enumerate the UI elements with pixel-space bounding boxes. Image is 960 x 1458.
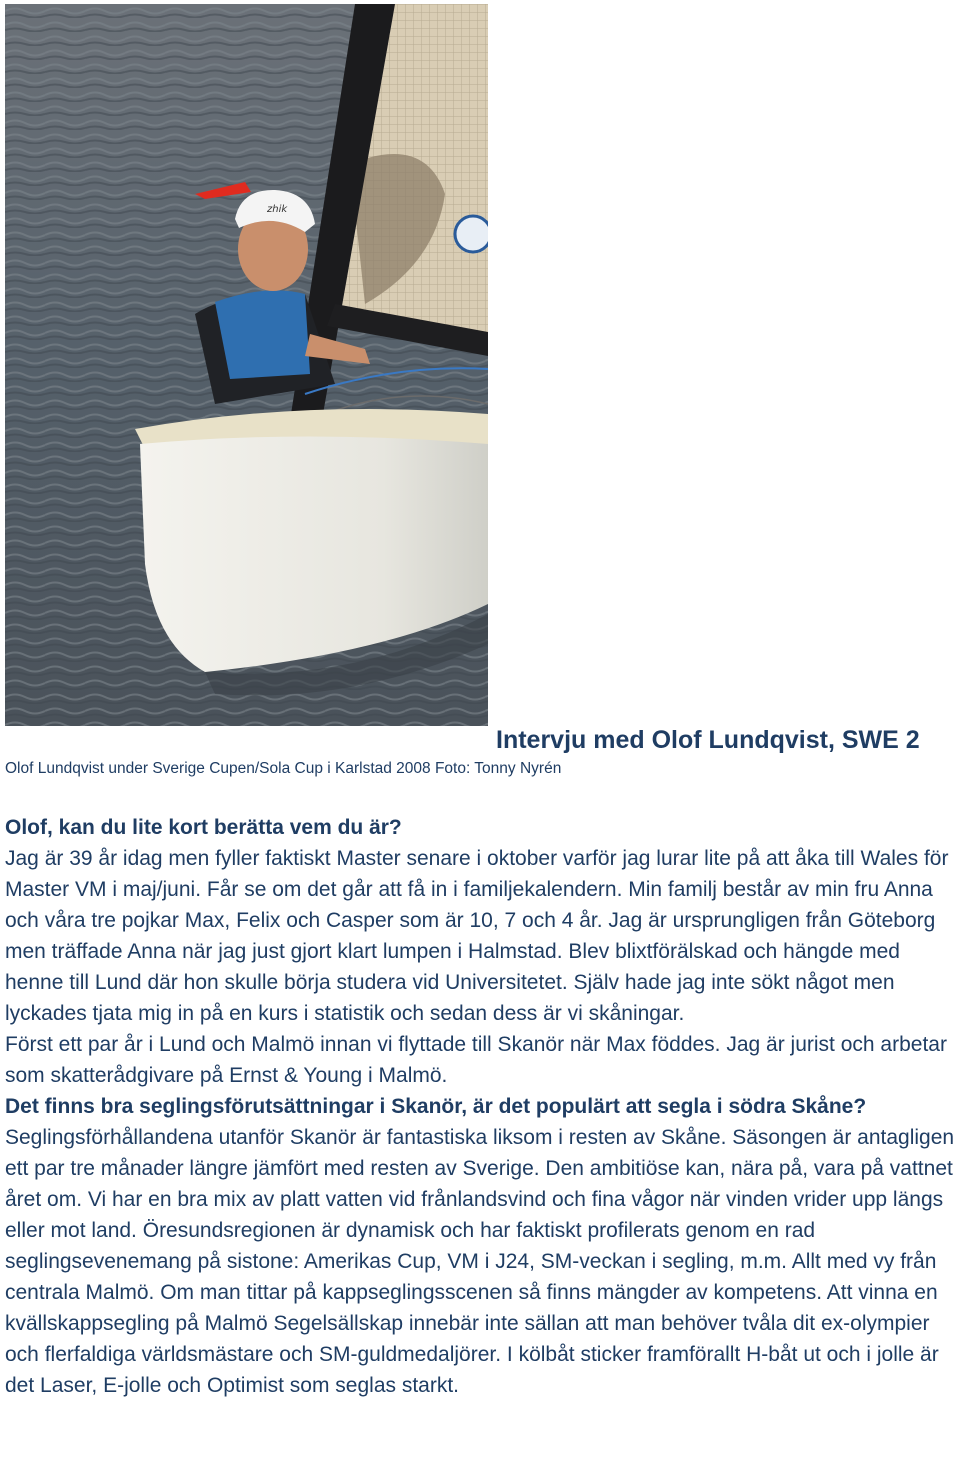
answer-2: Seglingsförhållandena utanför Skanör är fantastiska liksom i resten av Skåne. Säsongen är antagligen ett par tre månader längre jämfört med resten av Sverige. Den ambitiöse kan, nära på, vara på vattnet året om. Vi har en bra mix av platt vatten vid frånlandsvind och fina vågor när vinden vrider upp längs eller mot land. Öresundsregionen är dynamisk och har faktiskt profilerats genom en rad seglingsevenemang på sistone: Amerikas Cup, VM i J24, SM-veckan i segling, m.m. Allt med vy från centrala Malmö. Om man tittar på kappseglingsscenen så finns mängder av kompetens. Att vinna en kvällskappsegling på Malmö Segelsällskap innebär inte sällan att man behöver tvåla dit ex-olympier och flerfaldiga världsmästare och SM-guldmedaljörer. I kölbåt sticker framförallt H-båt ut och i jolle är det Laser, E-jolle och Optimist som seglas starkt. [5,1126,955,1397]
answer-1-continued: Först ett par år i Lund och Malmö innan vi flyttade till Skanör när Max föddes. Jag är jurist och arbetar som skatterådgivare på Ernst & Young i Malmö. [5,1033,947,1087]
article-title: Intervju med Olof Lundqvist, SWE 2 [496,726,920,754]
answer-1: Jag är 39 år idag men fyller faktiskt Master senare i oktober varför jag lurar lite på att åka till Wales för Master VM i maj/juni. Får se om det går att få in i familjekalendern. Min familj består av min fru Anna och våra tre pojkar Max, Felix och Casper som är 10, 7 och 4 år. Jag är ursprungligen från Göteborg men träffade Anna när jag just gjort klart lumpen i Halmstad. Blev blixtförälskad och hängde med henne till Lund där hon skulle börja studera vid Universitetet. Själv hade jag inte sökt något men lyckades tjata mig in på en kurs i statistik och sedan dess är vi skåningar. [5,847,949,1025]
question-2: Det finns bra seglingsförutsättningar i Skanör, är det populärt att segla i södra Skåne? [5,1095,867,1118]
photo-caption: Olof Lundqvist under Sverige Cupen/Sola Cup i Karlstad 2008 Foto: Tonny Nyrén [5,760,562,777]
sailing-photo [5,4,488,726]
cap-logo: zhik [267,204,288,215]
article-body [5,812,960,1401]
question-1: Olof, kan du lite kort berätta vem du är? [5,816,402,839]
